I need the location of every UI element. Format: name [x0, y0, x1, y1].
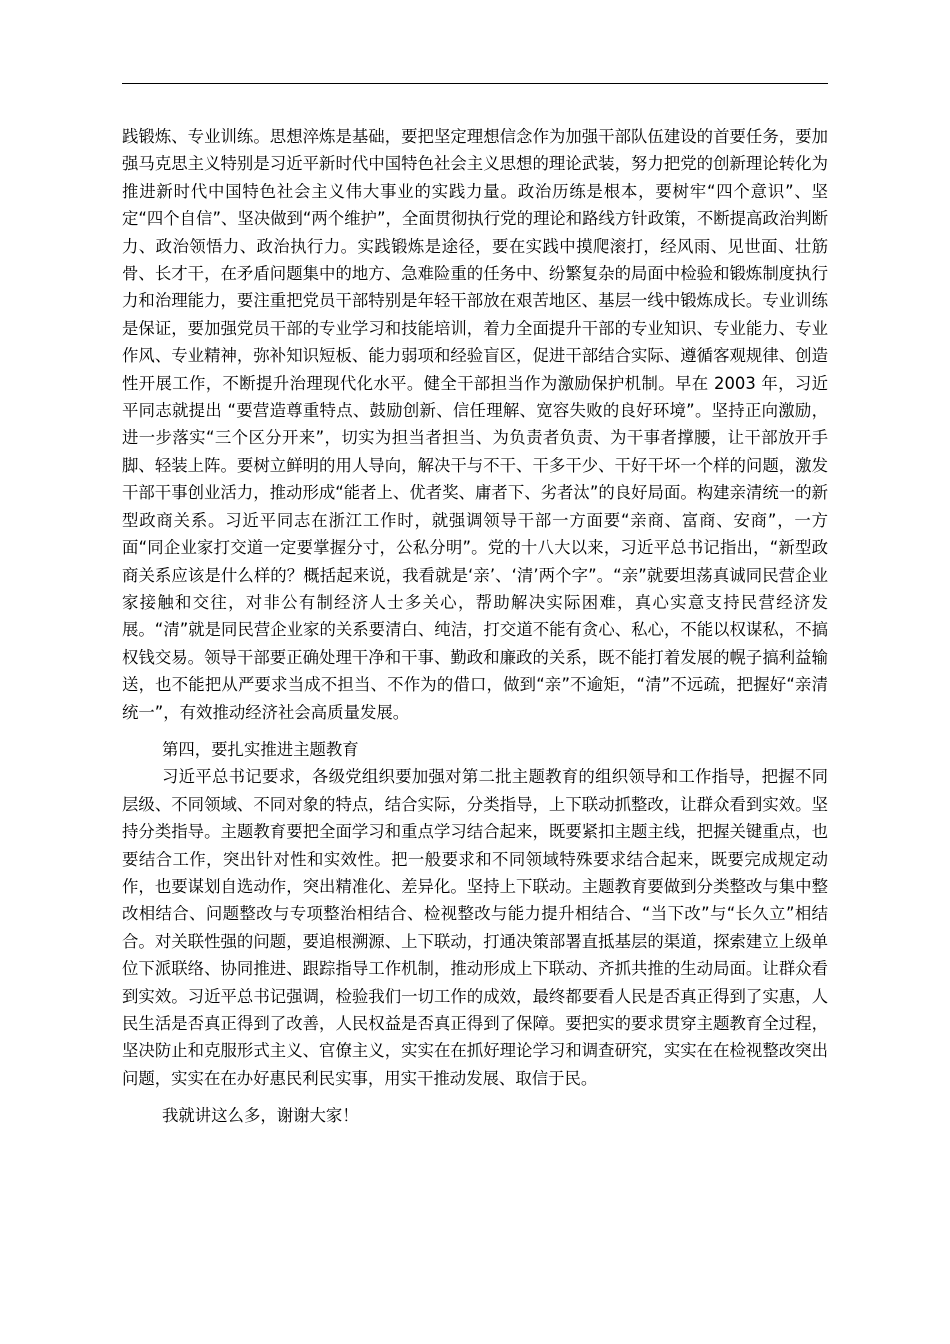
section-heading: 第四，要扎实推进主题教育	[162, 739, 359, 759]
document-body	[122, 123, 828, 1130]
closing-remark: 我就讲这么多，谢谢大家！	[162, 1106, 359, 1126]
paragraph-theme-education: 习近平总书记要求，各级党组织要加强对第二批主题教育的组织领导和工作指导，把握不同层级、不同领域、不同对象的特点，结合实际，分类指导，上下联动抓整改，让群众看到实效。坚持分类指导。主题教育要把全面学习和重点学习结合起来，既要紧扣主题主线，把握关键重点，也要结合工作，突出针对性和实效性。把一般要求和不同领域特殊要求结合起来，既要完成规定动作，也要谋划自选动作，突出精准化、差异化。坚持上下联动。主题教育要做到分类整改与集中整改相结合、问题整改与专项整治相结合、检视整改与能力提升相结合、“当下改”与“长久立”相结合。对关联性强的问题，要追根溯源、上下联动，打通决策部署直抵基层的渠道，探索建立上级单位下派联络、协同推进、跟踪指导工作机制，推动形成上下联动、齐抓共推的生动局面。让群众看到实效。习近平总书记强调，检验我们一切工作的成效，最终都要看人民是否真正得到了实惠，人民生活是否真正得到了改善，人民权益是否真正得到了保障。要把实的要求贯穿主题教育全过程，坚决防止和克服形式主义、官僚主义，实实在在抓好理论学习和调查研究，实实在在检视整改突出问题，实实在在办好惠民利民实事，用实干推动发展、取信于民。	[122, 767, 828, 1088]
paragraph-continuation: 践锻炼、专业训练。思想淬炼是基础，要把坚定理想信念作为加强干部队伍建设的首要任务，要加强马克思主义特别是习近平新时代中国特色社会主义思想的理论武装，努力把党的创新理论转化为推进新时代中国特色社会主义伟大事业的实践力量。政治历练是根本，要树牢“四个意识”、坚定“四个自信”、坚决做到“两个维护”，全面贯彻执行党的理论和路线方针政策，不断提高政治判断力、政治领悟力、政治执行力。实践锻炼是途径，要在实践中摸爬滚打，经风雨、见世面、壮筋骨、长才干，在矛盾问题集中的地方、急难险重的任务中、纷繁复杂的局面中检验和锻炼制度执行力和治理能力，要注重把党员干部特别是年轻干部放在艰苦地区、基层一线中锻炼成长。专业训练是保证，要加强党员干部的专业学习和技能培训，着力全面提升干部的专业知识、专业能力、专业作风、专业精神，弥补知识短板、能力弱项和经验盲区，促进干部结合实际、遵循客观规律、创造性开展工作，不断提升治理现代化水平。健全干部担当作为激励保护机制。早在 2003 年，习近平同志就提出 “要营造尊重特点、鼓励创新、信任理解、宽容失败的良好环境”。坚持正向激励，进一步落实“三个区分开来”，切实为担当者担当、为负责者负责、为干事者撑腰，让干部放开手脚、轻装上阵。要树立鲜明的用人导向，解决干与不干、干多干少、干好干坏一个样的问题，激发干部干事创业活力，推动形成“能者上、优者奖、庸者下、劣者汰”的良好局面。构建亲清统一的新型政商关系。习近平同志在浙江工作时，就强调领导干部一方面要“亲商、富商、安商”，一方面“同企业家打交道一定要掌握分寸，公私分明”。党的十八大以来，习近平总书记指出，“新型政商关系应该是什么样的？概括起来说，我看就是‘亲’、‘清’两个字”。“亲”就要坦荡真诚同民营企业家接触和交往，对非公有制经济人士多关心，帮助解决实际困难，真心实意支持民营经济发展。“清”就是同民营企业家的关系要清白、纯洁，打交道不能有贪心、私心，不能以权谋私，不搞权钱交易。领导干部要正确处理干净和干事、勤政和廉政的关系，既不能打着发展的幌子搞利益输送，也不能把从严要求当成不担当、不作为的借口，做到“亲”不逾矩，“清”不远疏，把握好“亲清统一”，有效推动经济社会高质量发展。	[122, 127, 828, 722]
header-rule	[122, 83, 828, 84]
